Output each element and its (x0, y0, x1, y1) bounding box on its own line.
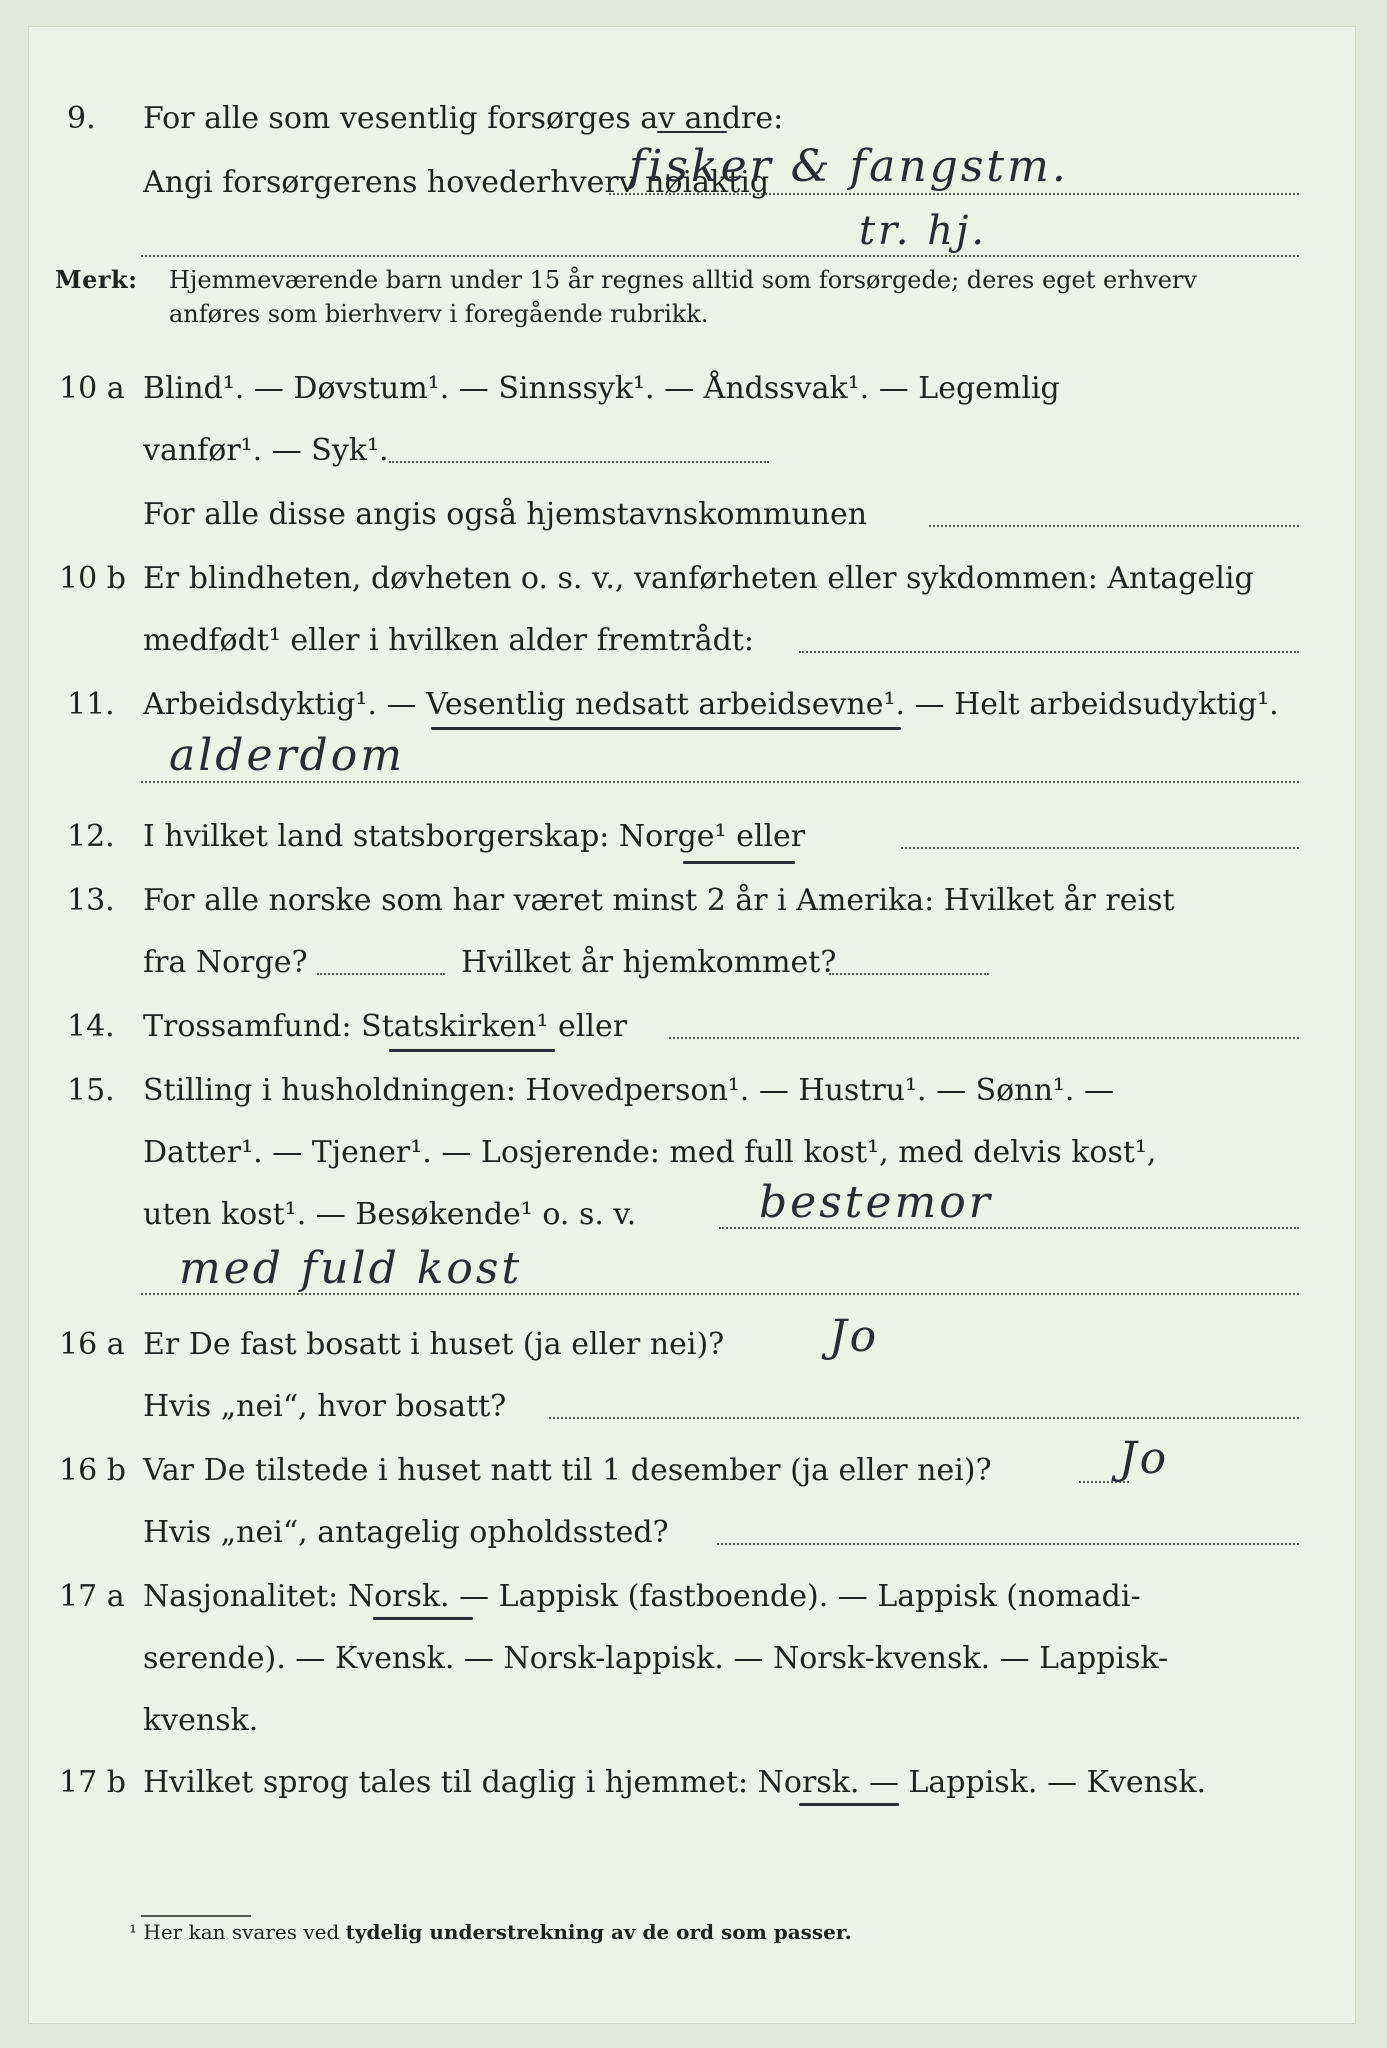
answer-line (317, 973, 445, 975)
answer-line (669, 1037, 1299, 1039)
footnote-bold-text: tydelig understrekning av de ord som passer. (345, 1920, 852, 1944)
question-text: Hvis „nei“, antagelig opholdssted? (143, 1515, 669, 1550)
question-text: kvensk. (143, 1703, 259, 1738)
question-text: uten kost¹. — Besøkende¹ o. s. v. (143, 1197, 637, 1232)
handwritten-underline (683, 861, 795, 864)
answer-line (609, 193, 1299, 195)
answer-line (717, 1543, 1299, 1545)
answer-line (901, 847, 1299, 849)
question-text: medfødt¹ eller i hvilken alder fremtrådt: (143, 623, 754, 658)
handwritten-answer: Jo (829, 1311, 880, 1362)
question-text: For alle som vesentlig forsørges av andre: (143, 101, 784, 136)
question-number: 16 b (59, 1453, 126, 1488)
footnote-text: Her kan svares ved (143, 1920, 346, 1944)
handwritten-answer: med fuld kost (179, 1243, 523, 1294)
option-text: eller (726, 819, 806, 854)
question-number: 16 a (59, 1327, 125, 1362)
handwritten-underline (431, 727, 901, 730)
question-text: I hvilket land statsborgerskap: (143, 819, 619, 854)
marked-option: Norge¹ (618, 819, 727, 854)
question-text: For alle norske som har været minst 2 år i Amerika: Hvilket år reist (143, 883, 1175, 918)
question-text: Stilling i husholdningen: Hovedperson¹. — Hustru¹. — Sønn¹. — (143, 1073, 1114, 1108)
question-number: 14. (67, 1009, 115, 1044)
marked-option: Norsk. (347, 1579, 450, 1614)
handwritten-dash (657, 131, 727, 133)
option-text: — Helt arbeidsudyktig¹. (905, 687, 1279, 722)
footnote (129, 1920, 852, 1944)
answer-line (389, 461, 769, 463)
answer-line (141, 781, 1299, 783)
question-text: Hvilket sprog tales til daglig i hjemmet: (143, 1765, 758, 1800)
handwritten-answer: tr. hj. (859, 208, 988, 254)
answer-line (829, 973, 989, 975)
question-text: serende). — Kvensk. — Norsk-lappisk. — Norsk-kvensk. — Lappisk- (143, 1641, 1169, 1676)
marked-option: Norsk. (757, 1765, 860, 1800)
question-text: Blind¹. — Døvstum¹. — Sinnssyk¹. — Åndssvak¹. — Legemlig (143, 371, 1060, 406)
handwritten-underline (799, 1803, 899, 1806)
question-number: 13. (67, 883, 115, 918)
answer-line (929, 525, 1299, 527)
handwritten-underline (389, 1049, 555, 1052)
census-form-page (28, 26, 1356, 2024)
option-text: — Lappisk (fastboende). — Lappisk (nomadi- (449, 1579, 1141, 1614)
marked-option: Statskirken¹ (361, 1009, 549, 1044)
question-number: 9. (67, 101, 96, 136)
question-text: Er De fast bosatt i huset (ja eller nei)? (143, 1327, 725, 1362)
note-text: anføres som bierhverv i foregående rubrikk. (169, 300, 709, 328)
option-text: — Lappisk. — Kvensk. (859, 1765, 1207, 1800)
question-text: Hvilket år hjemkommet? (461, 945, 837, 980)
note-text: Hjemmeværende barn under 15 år regnes alltid som forsørgede; deres eget erhverv (169, 266, 1197, 294)
question-number: 10 b (59, 561, 126, 596)
footnote-rule (141, 1915, 251, 1917)
question-text: Nasjonalitet: (143, 1579, 348, 1614)
question-number: 15. (67, 1073, 115, 1108)
question-text: Angi forsørgerens hovederhverv nøiaktig (143, 165, 770, 200)
question-text: Datter¹. — Tjener¹. — Losjerende: med full kost¹, med delvis kost¹, (143, 1135, 1157, 1170)
question-number: 11. (67, 687, 115, 722)
question-text: Hvis „nei“, hvor bosatt? (143, 1389, 507, 1424)
question-number: 10 a (59, 371, 125, 406)
note-label: Merk: (55, 265, 138, 294)
question-text: Er blindheten, døvheten o. s. v., vanførheten eller sykdommen: Antagelig (143, 561, 1254, 596)
handwritten-answer: fisker & fangstm. (629, 141, 1069, 192)
footnote-mark: ¹ (129, 1920, 138, 1944)
question-text: Var De tilstede i huset natt til 1 desember (ja eller nei)? (143, 1453, 992, 1488)
handwritten-answer: alderdom (169, 730, 405, 781)
question-number: 17 a (59, 1579, 125, 1614)
question-number: 17 b (59, 1765, 126, 1800)
question-text: vanfør¹. — Syk¹. (143, 433, 389, 468)
option-text: Arbeidsdyktig¹. — (143, 687, 426, 722)
question-text: Trossamfund: (143, 1009, 362, 1044)
question-text: fra Norge? (143, 945, 308, 980)
question-number: 12. (67, 819, 115, 854)
answer-line (549, 1417, 1299, 1419)
question-text: For alle disse angis også hjemstavnskommunen (143, 497, 868, 532)
answer-line (141, 255, 1299, 257)
option-text: eller (548, 1009, 628, 1044)
marked-option: Vesentlig nedsatt arbeidsevne¹. (425, 687, 906, 722)
handwritten-answer: Jo (1119, 1433, 1170, 1484)
answer-line (799, 651, 1299, 653)
handwritten-underline (373, 1617, 473, 1620)
handwritten-answer: bestemor (759, 1177, 993, 1228)
